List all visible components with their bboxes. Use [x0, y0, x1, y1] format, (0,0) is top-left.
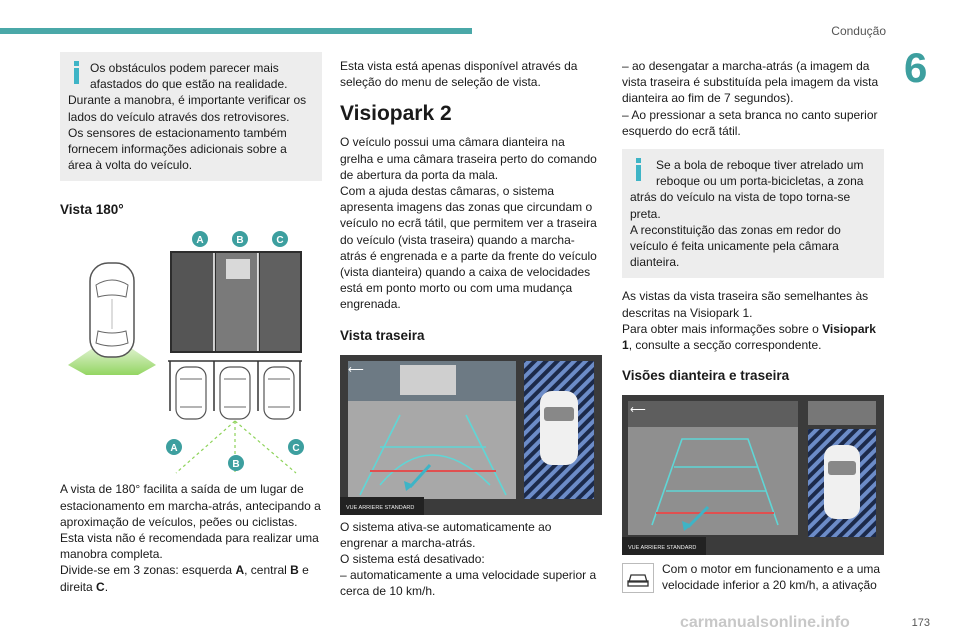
info-box-towbar — [622, 149, 884, 278]
zones-line-2: direita C. — [60, 579, 109, 594]
body-line: vista traseira é substituída pela imagem da vista — [622, 75, 879, 90]
info-line: reboque ou um porta-bicicletas, a zona — [656, 174, 864, 189]
info-line: Os sensores de estacionamento também — [68, 125, 287, 140]
info-box-obstacles — [60, 52, 322, 181]
info-icon — [69, 61, 85, 83]
intro-line: Esta vista está apenas disponível através da — [340, 59, 578, 73]
body-line: A vista de 180° facilita a saída de um lugar de — [60, 482, 304, 497]
label-c-bottom — [288, 439, 304, 455]
intro-line: seleção do menu de seleção de vista. — [340, 75, 541, 90]
info-icon — [631, 158, 647, 180]
label-c-top — [272, 231, 288, 247]
body-line: está em ponto morto ou com uma mudança — [340, 281, 573, 296]
body-line: O sistema está desativado: — [340, 552, 485, 567]
body-line: (vista dianteira) quando a caixa de velocidades — [340, 265, 591, 280]
more-info-line-2: 1, consulte a secção correspondente. — [622, 338, 822, 353]
watermark: carmanualsonline.info — [680, 614, 850, 631]
heading-vista-180: Vista 180° — [60, 202, 124, 218]
body-line: do veículo (vista traseira) quando a marcha- — [340, 232, 575, 247]
page-number: 173 — [911, 617, 930, 629]
rear-camera-figure — [340, 355, 602, 515]
info-line: Os obstáculos podem parecer mais — [90, 61, 279, 75]
svg-text:B: B — [236, 235, 244, 247]
label-a-bottom — [166, 439, 182, 455]
back-arrow-icon: ⟵ — [348, 363, 364, 376]
body-line: – automaticamente a uma velocidade superior a — [340, 568, 597, 583]
svg-text:B: B — [232, 459, 240, 471]
info-line: Se a bola de reboque tiver atrelado um — [656, 158, 864, 173]
svg-text:C: C — [276, 235, 284, 247]
info-line: lados do veículo através dos retrovisores. — [68, 109, 290, 124]
body-line: engrenada. — [340, 297, 401, 312]
body-line: apresenta imagens das zonas que circundam o — [340, 200, 593, 215]
heading-rear-view: Vista traseira — [340, 327, 425, 343]
info-line: preta. — [630, 206, 661, 221]
svg-text:A: A — [170, 443, 178, 455]
body-line: atrás é engrenada e a parte da frente do veículo — [340, 248, 597, 263]
figure-180-svg — [60, 223, 322, 475]
body-line: As vistas da vista traseira são semelhantes às — [622, 289, 869, 304]
front-rear-camera-figure — [622, 395, 884, 555]
label-b-top — [232, 231, 248, 247]
parked-cars — [176, 367, 294, 419]
zones-line-1: Divide-se em 3 zonas: esquerda A, central B e — [60, 563, 309, 578]
body-line: de abertura da porta da mala. — [340, 167, 499, 182]
info-line: veículo é feita unicamente pela câmara — [630, 239, 839, 254]
body-line: aproximação de veículos, peões ou ciclistas. — [60, 514, 298, 529]
engine-note — [622, 561, 884, 593]
body-line: – Ao pressionar a seta branca no canto superior — [622, 107, 878, 122]
body-line: estacionamento em marcha-atrás, antecipando a — [60, 498, 321, 513]
info-line: fornecem informações adicionais sobre a — [68, 142, 287, 157]
svg-text:C: C — [292, 443, 300, 455]
heading-front-rear-views: Visões dianteira e traseira — [622, 368, 790, 384]
body-line: Com a ajuda destas câmaras, o sistema — [340, 184, 555, 199]
svg-text:A: A — [196, 235, 204, 247]
body-line: O veículo possui uma câmara dianteira na — [340, 135, 565, 150]
body-line: grelha e uma câmara traseira perto do comando — [340, 151, 597, 166]
more-info-line-1: Para obter mais informações sobre o Visiopark — [622, 321, 876, 336]
info-line: Durante a manobra, é importante verificar os — [68, 93, 307, 108]
info-line: área à volta do veículo. — [68, 158, 193, 173]
column-1 — [60, 52, 322, 595]
body-line: Esta vista não é recomendada para realizar uma — [60, 531, 319, 546]
body-line: Com o motor em funcionamento e a uma — [662, 562, 881, 577]
front-rear-camera-svg — [622, 395, 884, 555]
label-b-bottom — [228, 455, 244, 471]
body-line: manobra completa. — [60, 547, 163, 562]
info-line: afastados do que estão na realidade. — [90, 77, 288, 92]
body-line: cerca de 10 km/h. — [340, 584, 436, 599]
body-line: O sistema ativa-se automaticamente ao — [340, 519, 552, 534]
info-line: dianteira. — [630, 255, 680, 270]
car-icon — [622, 563, 654, 593]
info-line: atrás do veículo na vista de topo torna-se — [630, 190, 851, 205]
body-line: esquerdo do ecrã tátil. — [622, 123, 741, 138]
car-top-view-icon — [90, 263, 134, 357]
screen-label: VUE ARRIERE STANDARD — [346, 504, 415, 511]
screen-label: VUE ARRIERE STANDARD — [628, 545, 697, 552]
body-line: engrenar a marcha-atrás. — [340, 535, 476, 550]
info-line: A reconstituição das zonas em redor do — [630, 222, 841, 237]
column-3 — [622, 58, 884, 594]
body-line: – ao desengatar a marcha-atrás (a imagem da — [622, 59, 870, 73]
body-line: dianteira ao fim de 7 segundos). — [622, 91, 794, 106]
body-line: descritas na Visiopark 1. — [622, 305, 753, 320]
section-title: Condução — [831, 24, 886, 38]
heading-visiopark-2: Visiopark 2 — [340, 102, 452, 126]
column-2 — [340, 58, 602, 600]
body-line: veículo no ecrã tátil, que permitem ver a traseira — [340, 216, 597, 231]
figure-180-view — [60, 223, 322, 475]
body-line: velocidade inferior a 20 km/h, a ativação — [662, 578, 877, 593]
chapter-number: 6 — [904, 44, 928, 91]
back-arrow-icon: ⟵ — [630, 404, 646, 417]
header-accent-bar — [0, 28, 472, 34]
rear-camera-svg — [340, 355, 602, 515]
label-a-top — [192, 231, 208, 247]
